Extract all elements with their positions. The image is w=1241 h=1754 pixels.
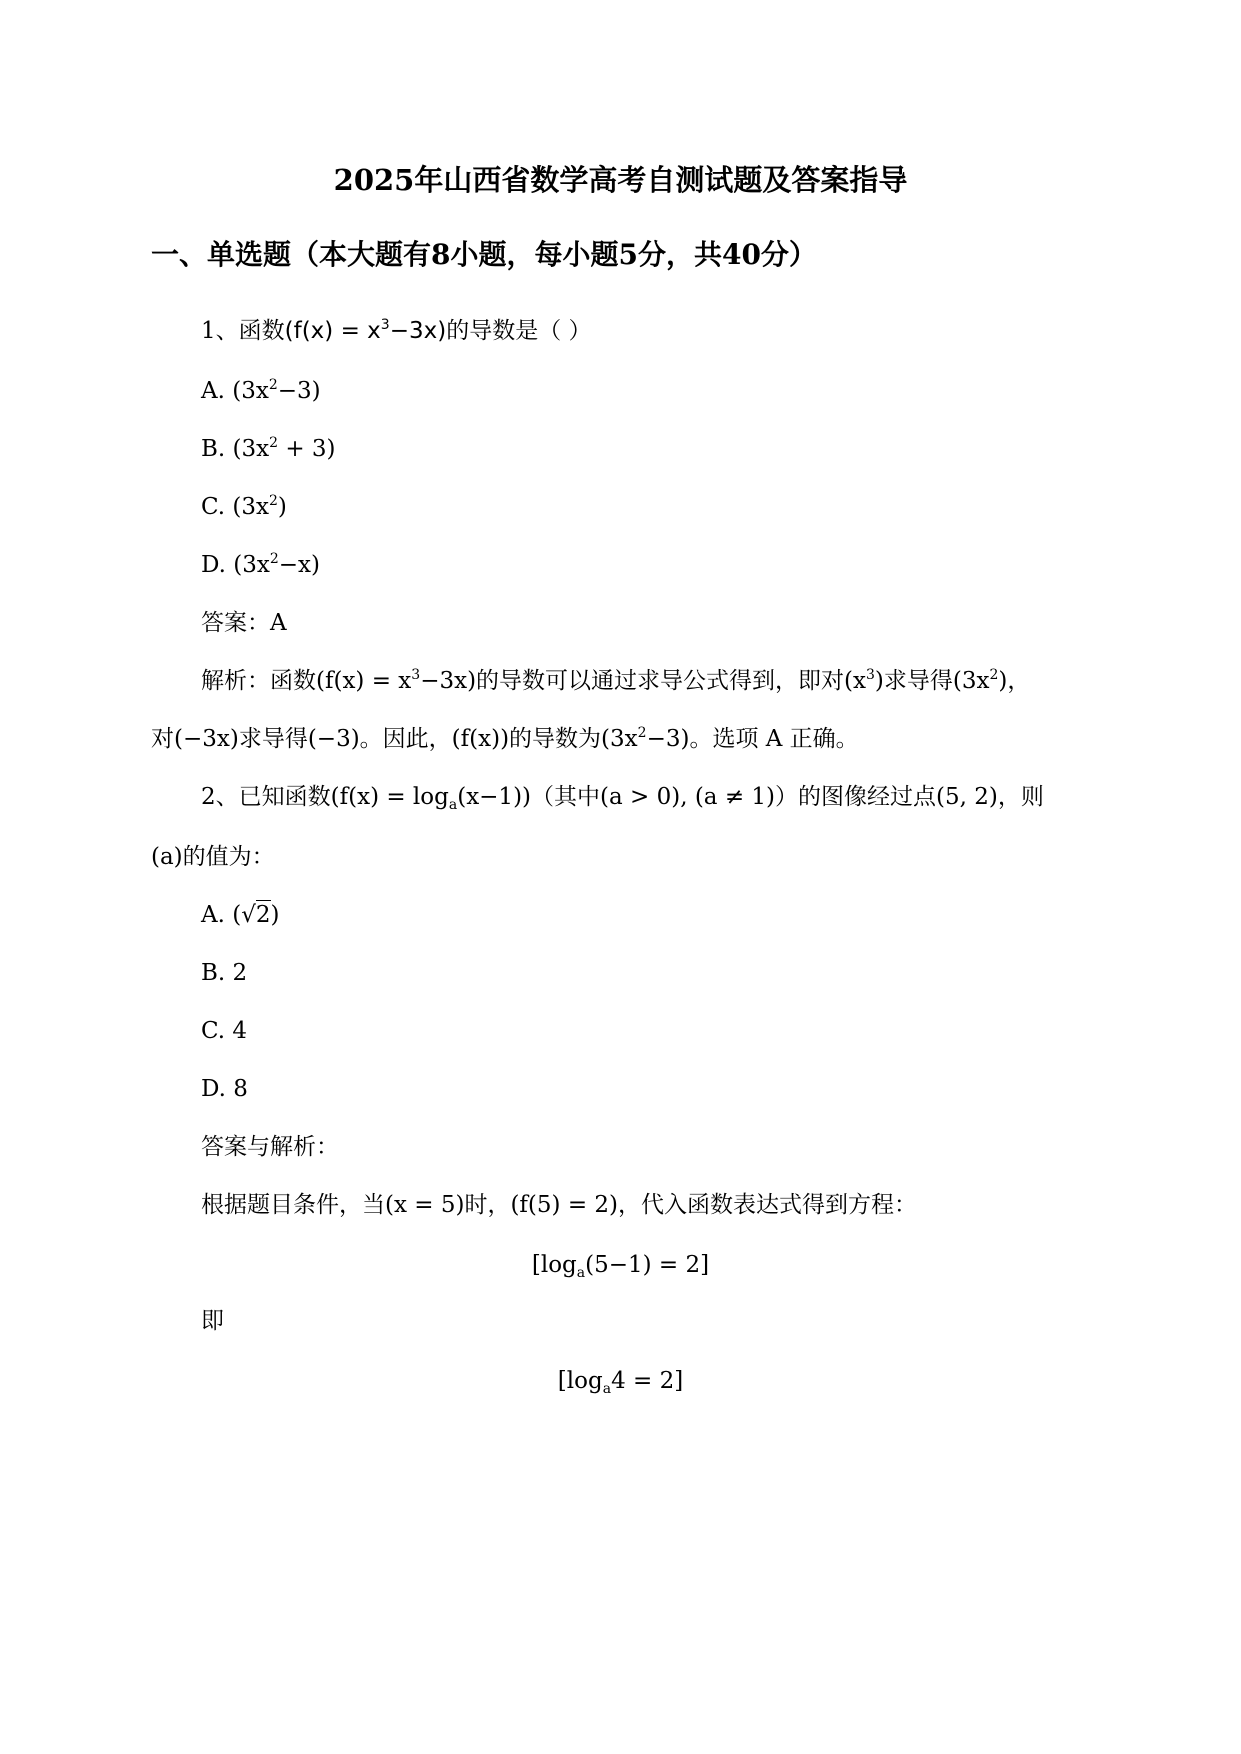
q1-prefix: 1、函数 (201, 318, 285, 344)
q2-answer-heading: 答案与解析： (201, 1134, 339, 1160)
q2-connector: 即 (201, 1308, 224, 1334)
q1-formula: $(f(x) = x^3-3x)$ (284, 317, 447, 344)
q2-equation-1: $[\log_a(5-1) = 2]$ (531, 1252, 710, 1281)
q1-analysis-line-1: 解析：函数$(f(x) = x^3-3x)$的导数可以通过求导公式得到，即对$(x^3)$求导得$(3x^2)$， (201, 667, 1031, 694)
q1-option-b: B. $(3x^2 + 3)$ (201, 435, 336, 462)
section-heading: 一、单选题（本大题有8小题，每小题5分，共40分） (151, 238, 817, 271)
q1-answer: 答案：A (201, 610, 287, 636)
q1-analysis-line-2: 对(−3x)求导得(−3)。因此，(f(x))的导数为$(3x^2-3)$。选项 A 正确。 (151, 725, 859, 752)
q2-option-d: D. 8 (201, 1076, 248, 1102)
q2-explanation: 根据题目条件，当(x = 5)时，(f(5) = 2)，代入函数表达式得到方程： (201, 1192, 918, 1218)
q1-option-a: A. $(3x^2-3)$ (201, 377, 321, 404)
q2-option-b: B. 2 (201, 960, 248, 986)
q2-option-c: C. 4 (201, 1018, 248, 1044)
question-1-stem (201, 316, 592, 346)
page-title: 2025年山西省数学高考自测试题及答案指导 (333, 163, 908, 197)
sqrt-radicand: 2 (255, 902, 271, 928)
q2-option-a: A. (√2) (201, 902, 280, 928)
q1-suffix: 的导数是（ ） (446, 318, 592, 344)
question-2-stem-line-2: (a)的值为： (151, 844, 275, 870)
q1-option-c: C. $(3x^2)$ (201, 493, 287, 520)
question-2-stem-line-1: 2、已知函数$(f(x) = \log_a(x-1))$（其中(a > 0), (a ≠ 1)）的图像经过点(5, 2)，则 (201, 784, 1044, 813)
q2-equation-2: $[\log_a4 = 2]$ (557, 1368, 684, 1397)
q1-option-d: D. $(3x^2-x)$ (201, 551, 320, 578)
